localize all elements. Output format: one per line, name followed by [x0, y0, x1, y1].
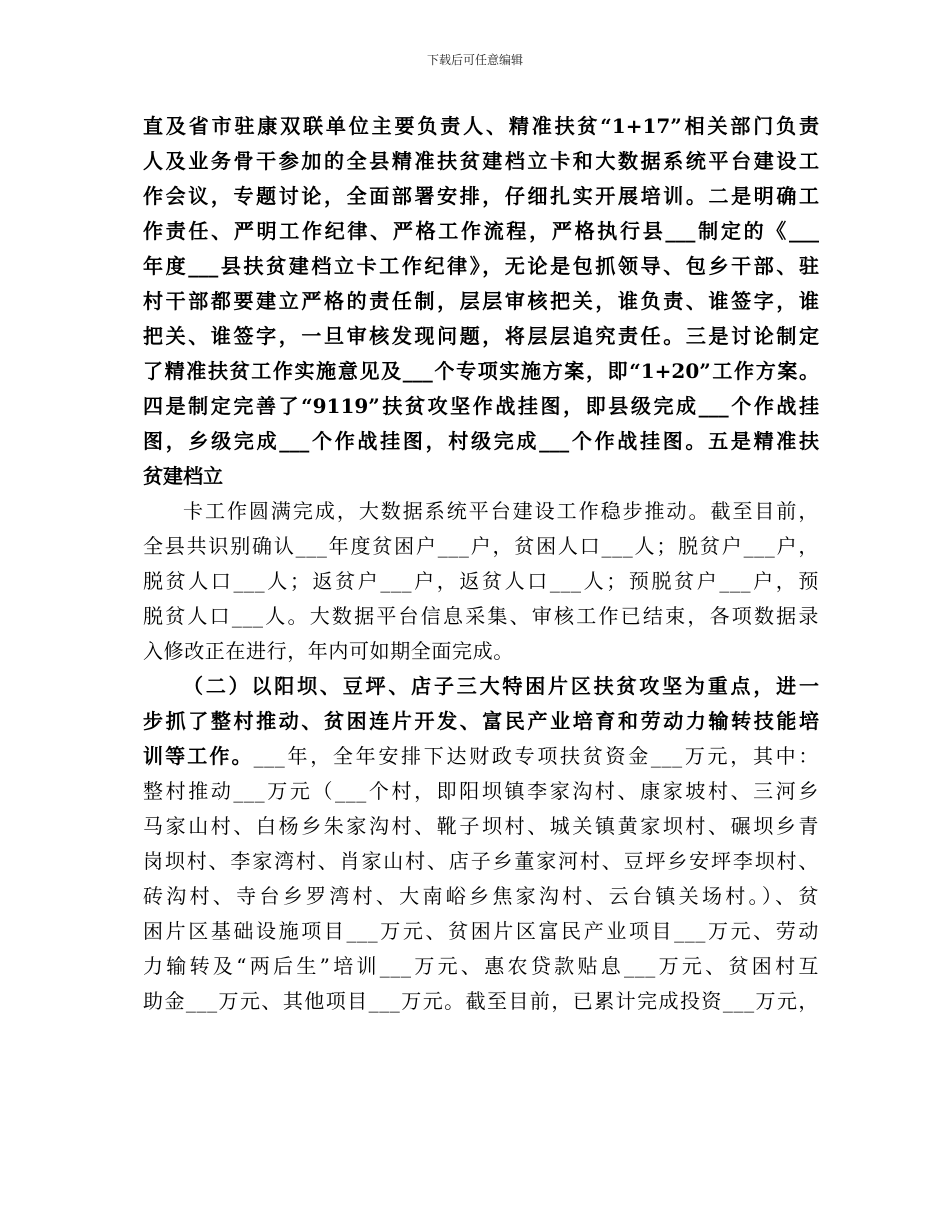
- text-line: 图，乡级完成___个作战挂图，村级完成___个作战挂图。五是精准扶: [143, 429, 819, 453]
- text-line: 全县共识别确认___年度贫困户___户，贫困人口___人；脱贫户___户，: [143, 534, 819, 558]
- text-line: （二）以阳坝、豆坪、店子三大特困片区扶贫攻坚为重点，进一: [183, 674, 819, 698]
- text-line: 年度___县扶贫建档立卡工作纪律》，无论是包抓领导、包乡干部、驻: [143, 254, 819, 278]
- text-line: 卡工作圆满完成，大数据系统平台建设工作稳步推动。截至目前，: [183, 499, 819, 523]
- text-line: 脱贫人口___人。大数据平台信息采集、审核工作已结束，各项数据录: [143, 604, 819, 628]
- regular-run: ___年，全年安排下达财政专项扶贫资金___万元，其中：: [253, 744, 819, 768]
- paragraph-3: [143, 669, 819, 1019]
- text-line: 作责任、严明工作纪律、严格工作流程，严格执行县___制定的《___: [143, 219, 819, 243]
- text-line: 马家山村、白杨乡朱家沟村、靴子坝村、城关镇黄家坝村、碾坝乡青: [143, 814, 819, 838]
- text-line: 贫建档立: [143, 464, 223, 488]
- paragraph-2: [143, 494, 819, 669]
- bold-run: 训等工作。: [143, 744, 254, 768]
- text-line: 脱贫人口___人；返贫户___户，返贫人口___人；预脱贫户___户，预: [143, 569, 819, 593]
- text-line: 村干部都要建立严格的责任制，层层审核把关，谁负责、谁签字，谁: [143, 289, 819, 313]
- text-line: 四是制定完善了“9119”扶贫攻坚作战挂图，即县级完成___个作战挂: [143, 394, 819, 418]
- text-line: 直及省市驻康双联单位主要负责人、精准扶贫“1+17”相关部门负责: [143, 114, 819, 138]
- text-line: 力输转及“两后生”培训___万元、惠农贷款贴息___万元、贫困村互: [143, 954, 819, 978]
- text-line: 助金___万元、其他项目___万元。截至目前，已累计完成投资___万元，: [143, 989, 819, 1013]
- text-line-mixed: [143, 739, 819, 774]
- text-line: 岗坝村、李家湾村、肖家山村、店子乡董家河村、豆坪乡安坪李坝村、: [143, 849, 819, 873]
- text-line: 整村推动___万元（___个村，即阳坝镇李家沟村、康家坡村、三河乡: [143, 779, 819, 803]
- text-line: 困片区基础设施项目___万元、贫困片区富民产业项目___万元、劳动: [143, 919, 819, 943]
- text-line: 作会议，专题讨论，全面部署安排，仔细扎实开展培训。二是明确工: [143, 184, 819, 208]
- page-header: 下载后可任意编辑: [426, 53, 523, 67]
- text-line: 入修改正在进行，年内可如期全面完成。: [143, 639, 514, 663]
- document-body: [143, 109, 819, 1019]
- text-line: 步抓了整村推动、贫困连片开发、富民产业培育和劳动力输转技能培: [143, 709, 819, 733]
- text-line: 了精准扶贫工作实施意见及___个专项实施方案，即“1+20”工作方案。: [143, 359, 819, 383]
- text-line: 砖沟村、寺台乡罗湾村、大南峪乡焦家沟村、云台镇关场村。）、贫: [143, 884, 819, 908]
- text-line: 人及业务骨干参加的全县精准扶贫建档立卡和大数据系统平台建设工: [143, 149, 819, 173]
- paragraph-1: [143, 109, 819, 494]
- text-line: 把关、谁签字，一旦审核发现问题，将层层追究责任。三是讨论制定: [143, 324, 819, 348]
